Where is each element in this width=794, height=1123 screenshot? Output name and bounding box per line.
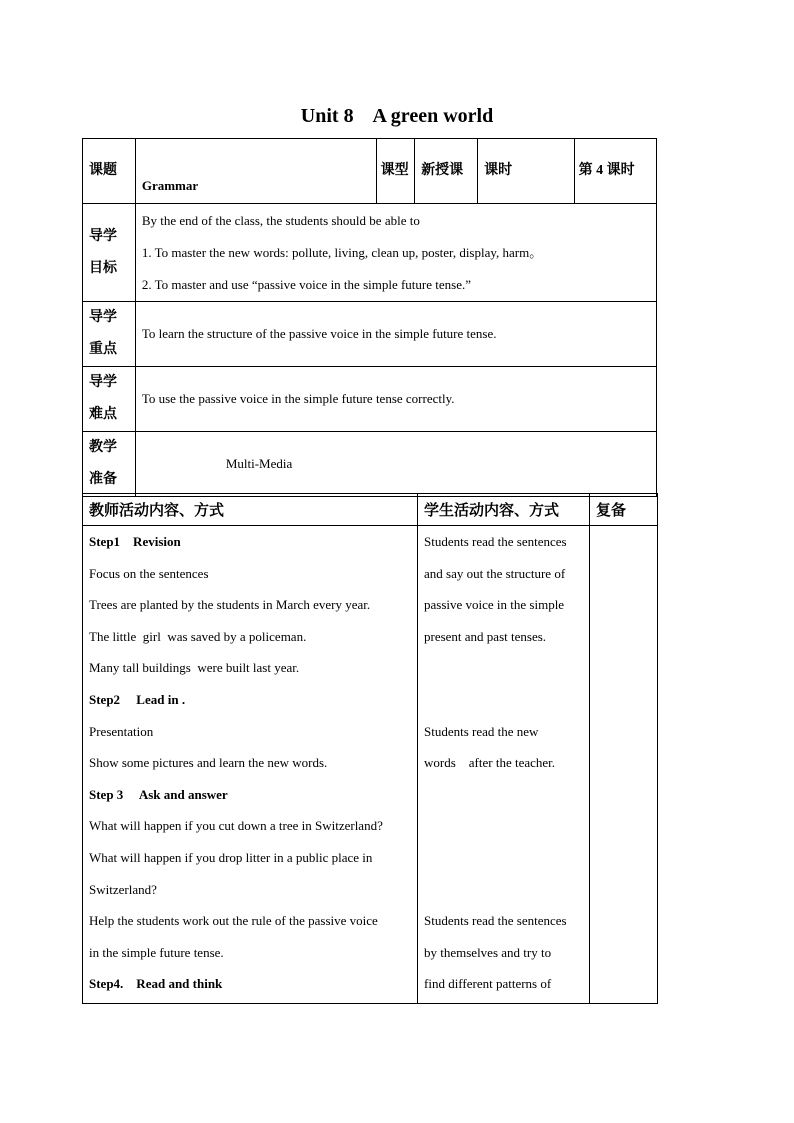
period-label: 课时 bbox=[478, 139, 575, 204]
preparation-row bbox=[83, 432, 657, 497]
objective-line: By the end of the class, the students should be able to bbox=[141, 212, 420, 228]
student-line: and say out the structure of bbox=[424, 565, 566, 581]
objectives-label-bottom: 目标 bbox=[89, 260, 117, 276]
teacher-line: Many tall buildings were built last year. bbox=[89, 660, 300, 676]
student-line: Students read the sentences bbox=[424, 913, 567, 929]
difficulties-label-bottom: 难点 bbox=[89, 407, 117, 422]
student-line: words after the teacher. bbox=[424, 755, 556, 771]
step-heading: Step2 Lead in . bbox=[89, 691, 186, 707]
review-cell bbox=[590, 526, 658, 1004]
student-line: find different patterns of bbox=[424, 976, 552, 992]
student-line: by themselves and try to bbox=[424, 944, 552, 960]
teacher-line: Trees are planted by the students in March every year. bbox=[89, 597, 371, 613]
preparation-label-top: 教学 bbox=[89, 440, 117, 455]
document-title: Unit 8 A green world bbox=[300, 105, 494, 127]
student-line: Students read the new bbox=[424, 723, 539, 739]
step-heading: Step1 Revision bbox=[89, 534, 181, 549]
teacher-line: Show some pictures and learn the new words. bbox=[89, 755, 328, 771]
lesson-value-cell bbox=[135, 139, 376, 204]
lesson-row bbox=[83, 139, 657, 204]
activity-body-row bbox=[83, 526, 658, 1004]
key-points-label-bottom: 重点 bbox=[89, 342, 117, 357]
lesson-label: 课题 bbox=[83, 139, 136, 204]
student-line bbox=[424, 652, 583, 684]
period-value: 第 4 课时 bbox=[574, 139, 656, 204]
key-points-row bbox=[83, 302, 657, 367]
student-line bbox=[424, 684, 583, 716]
student-line bbox=[424, 779, 583, 811]
student-line: present and past tenses. bbox=[424, 628, 547, 644]
student-line bbox=[424, 842, 583, 874]
student-activity-header: 学生活动内容、方式 bbox=[418, 494, 590, 526]
objectives-row bbox=[83, 204, 657, 302]
preparation-label bbox=[83, 432, 136, 497]
teacher-line: Switzerland? bbox=[89, 881, 157, 897]
objectives-label-top: 导学 bbox=[89, 228, 117, 244]
teacher-line: The little girl was saved by a policeman. bbox=[89, 628, 307, 644]
key-points-label bbox=[83, 302, 136, 367]
review-header: 复备 bbox=[590, 494, 658, 526]
step-heading: Step 3 Ask and answer bbox=[89, 786, 228, 802]
student-line: Students read the sentences bbox=[424, 534, 567, 549]
key-points-label-top: 导学 bbox=[89, 310, 117, 325]
teacher-activity-cell bbox=[83, 526, 418, 1004]
difficulties-label-top: 导学 bbox=[89, 375, 117, 390]
preparation-text: Multi-Media bbox=[135, 432, 656, 497]
student-line bbox=[424, 874, 583, 906]
teacher-line: in the simple future tense. bbox=[89, 944, 224, 960]
teacher-line: Focus on the sentences bbox=[89, 565, 209, 581]
activity-header-row bbox=[83, 494, 658, 526]
objectives-label bbox=[83, 204, 136, 302]
student-line: passive voice in the simple bbox=[424, 597, 565, 613]
student-activity-cell bbox=[418, 526, 590, 1004]
step-heading: Step4. Read and think bbox=[89, 976, 223, 992]
lesson-value: Grammar bbox=[141, 178, 199, 193]
objective-line: 1. To master the new words: pollute, living, clean up, poster, display, harm。 bbox=[141, 244, 543, 260]
objective-line: 2. To master and use “passive voice in the simple future tense.” bbox=[141, 276, 471, 292]
difficulties-row bbox=[83, 367, 657, 432]
lesson-info-table bbox=[82, 138, 657, 497]
teacher-activity-header: 教师活动内容、方式 bbox=[83, 494, 418, 526]
teacher-line: Help the students work out the rule of the passive voice bbox=[89, 913, 378, 929]
difficulties-text: To use the passive voice in the simple future tense correctly. bbox=[135, 367, 656, 432]
preparation-label-bottom: 准备 bbox=[89, 472, 117, 487]
teacher-line: Presentation bbox=[89, 723, 154, 739]
type-label: 课型 bbox=[376, 139, 415, 204]
activity-table bbox=[82, 493, 658, 1004]
objectives-content bbox=[135, 204, 656, 302]
key-points-text: To learn the structure of the passive voice in the simple future tense. bbox=[135, 302, 656, 367]
difficulties-label bbox=[83, 367, 136, 432]
teacher-line: What will happen if you cut down a tree in Switzerland? bbox=[89, 818, 383, 834]
teacher-line: What will happen if you drop litter in a public place in bbox=[89, 849, 373, 865]
student-line bbox=[424, 810, 583, 842]
type-value: 新授课 bbox=[415, 139, 478, 204]
